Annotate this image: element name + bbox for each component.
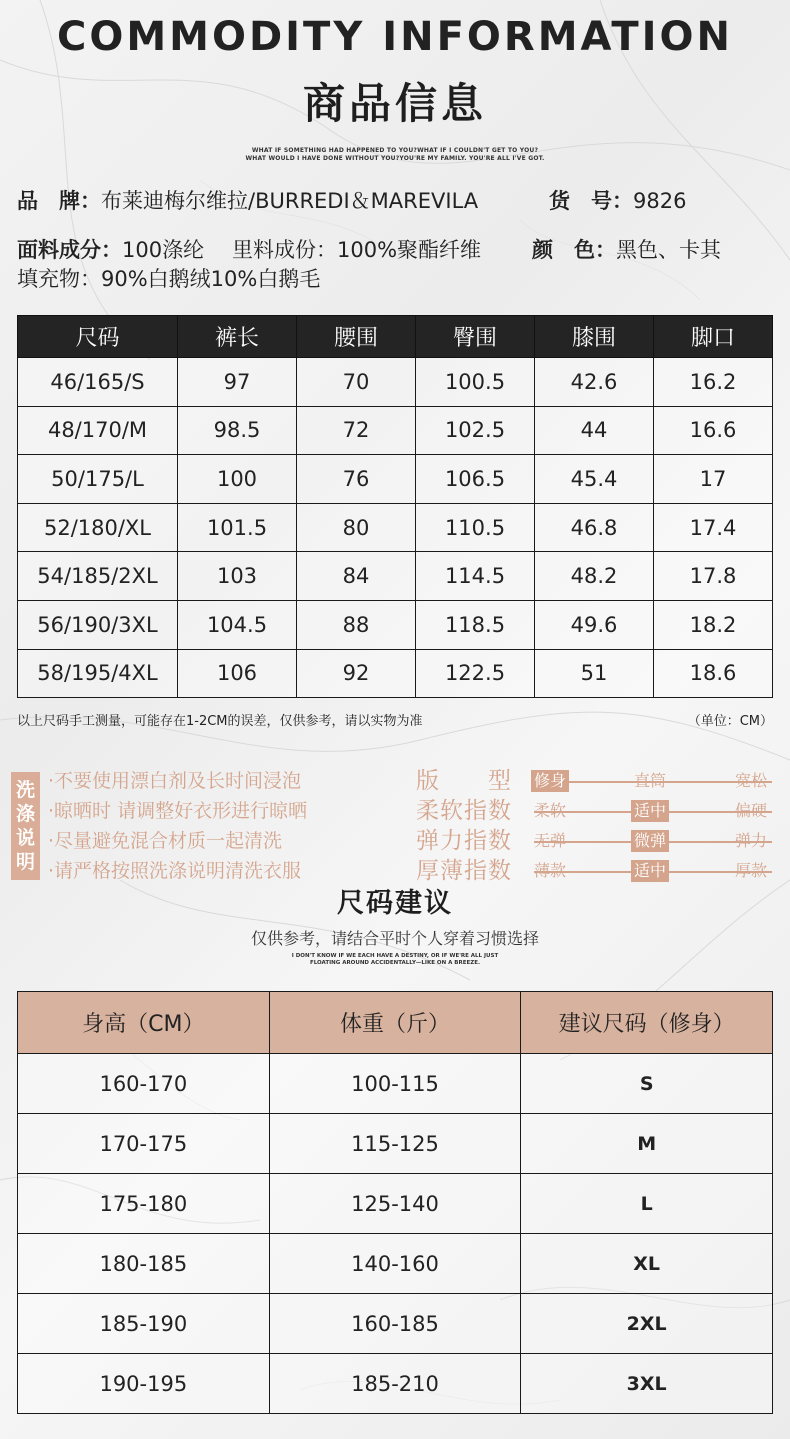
weight-cell: 115-125 bbox=[269, 1114, 521, 1174]
weight-cell: 160-185 bbox=[269, 1294, 521, 1354]
header-suggested-size: 建议尺码（修身） bbox=[521, 992, 773, 1054]
lining-info: 里料成份：100%聚酯纤维 bbox=[232, 238, 482, 262]
attribute-option: 适中 bbox=[631, 800, 669, 822]
size-table bbox=[17, 315, 773, 698]
knee-cell: 51 bbox=[535, 649, 654, 698]
color-label: 颜 色： bbox=[532, 238, 616, 262]
weight-cell: 140-160 bbox=[269, 1234, 521, 1294]
table-row bbox=[18, 649, 773, 698]
table-row bbox=[18, 552, 773, 601]
measurement-note: 以上尺码手工测量，可能存在1-2CM的误差，仅供参考，请以实物为准 bbox=[17, 714, 423, 729]
table-row bbox=[18, 1174, 773, 1234]
table-row bbox=[18, 1054, 773, 1114]
attribute-option: 厚款 bbox=[735, 861, 768, 880]
knee-cell: 44 bbox=[535, 406, 654, 455]
recommendation-tagline-2: FLOATING AROUND ACCIDENTALLY—LIKE ON A BREEZE. bbox=[309, 960, 481, 966]
size-cell: 52/180/XL bbox=[18, 503, 178, 552]
wash-tag-char: 涤 bbox=[15, 803, 35, 825]
weight-cell: 100-115 bbox=[269, 1054, 521, 1114]
color-value: 黑色、卡其 bbox=[616, 238, 721, 262]
suggested-size-cell: 2XL bbox=[521, 1294, 773, 1354]
knee-cell: 49.6 bbox=[535, 600, 654, 649]
suggested-size-cell: 3XL bbox=[521, 1354, 773, 1414]
filling-info: 填充物：90%白鹅绒10%白鹅毛 bbox=[17, 267, 321, 291]
english-title: COMMODITY INFORMATION bbox=[56, 14, 734, 60]
height-cell: 185-190 bbox=[18, 1294, 270, 1354]
table-row bbox=[18, 406, 773, 455]
weight-cell: 125-140 bbox=[269, 1174, 521, 1234]
chinese-title: 商品信息 bbox=[302, 79, 487, 128]
hem-cell: 16.6 bbox=[654, 406, 773, 455]
header-pants-length: 裤长 bbox=[178, 316, 297, 358]
brand-value: 布莱迪梅尔维拉/BURREDI＆MAREVILA bbox=[101, 189, 479, 213]
fabric-label: 面料成分： bbox=[17, 238, 122, 262]
header-waist: 腰围 bbox=[297, 316, 416, 358]
knee-cell: 48.2 bbox=[535, 552, 654, 601]
attribute-elasticity bbox=[416, 826, 772, 856]
hip-cell: 110.5 bbox=[416, 503, 535, 552]
size-cell: 50/175/L bbox=[18, 455, 178, 504]
hip-cell: 102.5 bbox=[416, 406, 535, 455]
unit-note: （单位：CM） bbox=[687, 714, 773, 729]
attribute-option: 薄款 bbox=[534, 861, 567, 880]
suggested-size-cell: M bbox=[521, 1114, 773, 1174]
hip-cell: 106.5 bbox=[416, 455, 535, 504]
attribute-label: 版 型 bbox=[416, 768, 512, 794]
header-height: 身高（CM） bbox=[18, 992, 270, 1054]
header-weight: 体重（斤） bbox=[269, 992, 521, 1054]
hem-cell: 17 bbox=[654, 455, 773, 504]
table-row bbox=[18, 455, 773, 504]
suggested-size-cell: L bbox=[521, 1174, 773, 1234]
item-number-info bbox=[549, 187, 686, 215]
recommendation-title: 尺码建议 bbox=[337, 888, 453, 919]
header-size: 尺码 bbox=[18, 316, 178, 358]
wash-tag-char: 洗 bbox=[15, 779, 35, 801]
attribute-option: 偏硬 bbox=[735, 801, 768, 820]
pants-length-cell: 103 bbox=[178, 552, 297, 601]
waist-cell: 76 bbox=[297, 455, 416, 504]
header-hip: 臀围 bbox=[416, 316, 535, 358]
knee-cell: 45.4 bbox=[535, 455, 654, 504]
recommendation-tagline-1: I DON'T KNOW IF WE EACH HAVE A DESTINY, OR IF WE'RE ALL JUST bbox=[291, 953, 499, 959]
wash-item: ·尽量避免混合材质一起清洗 bbox=[48, 830, 283, 852]
fabric-value: 100涤纶 bbox=[122, 238, 205, 262]
waist-cell: 80 bbox=[297, 503, 416, 552]
size-cell: 56/190/3XL bbox=[18, 600, 178, 649]
attribute-option: 宽松 bbox=[735, 771, 768, 790]
hem-cell: 18.6 bbox=[654, 649, 773, 698]
attribute-label: 弹力指数 bbox=[416, 828, 512, 854]
wash-item: ·请严格按照洗涤说明清洗衣服 bbox=[48, 860, 302, 882]
attribute-thickness bbox=[416, 856, 772, 886]
pants-length-cell: 104.5 bbox=[178, 600, 297, 649]
pants-length-cell: 100 bbox=[178, 455, 297, 504]
recommendation-table bbox=[17, 991, 773, 1414]
size-table-header-row bbox=[18, 316, 773, 358]
table-row bbox=[18, 503, 773, 552]
hip-cell: 118.5 bbox=[416, 600, 535, 649]
height-cell: 170-175 bbox=[18, 1114, 270, 1174]
hip-cell: 100.5 bbox=[416, 358, 535, 407]
hem-cell: 18.2 bbox=[654, 600, 773, 649]
wash-item: ·晾晒时 请调整好衣形进行晾晒 bbox=[48, 800, 308, 822]
attribute-label: 厚薄指数 bbox=[416, 858, 512, 884]
attribute-option: 直筒 bbox=[634, 771, 667, 790]
tagline-line-2: WHAT WOULD I HAVE DONE WITHOUT YOU?YOU'RE MY FAMILY. YOU'RE ALL I'VE GOT. bbox=[245, 155, 545, 162]
wash-instructions-list bbox=[48, 766, 307, 886]
wash-item: ·不要使用漂白剂及长时间浸泡 bbox=[48, 770, 302, 792]
hip-cell: 114.5 bbox=[416, 552, 535, 601]
height-cell: 160-170 bbox=[18, 1054, 270, 1114]
attribute-option: 修身 bbox=[531, 770, 569, 792]
suggested-size-cell: XL bbox=[521, 1234, 773, 1294]
size-cell: 54/185/2XL bbox=[18, 552, 178, 601]
height-cell: 180-185 bbox=[18, 1234, 270, 1294]
height-cell: 175-180 bbox=[18, 1174, 270, 1234]
attribute-fit bbox=[416, 766, 772, 796]
table-row bbox=[18, 1234, 773, 1294]
recommendation-subtitle: 仅供参考，请结合平时个人穿着习惯选择 bbox=[250, 929, 539, 948]
weight-cell: 185-210 bbox=[269, 1354, 521, 1414]
size-cell: 58/195/4XL bbox=[18, 649, 178, 698]
color-info bbox=[532, 236, 721, 264]
waist-cell: 88 bbox=[297, 600, 416, 649]
brand-label: 品 牌： bbox=[17, 189, 101, 213]
brand-info bbox=[17, 187, 478, 215]
hip-cell: 122.5 bbox=[416, 649, 535, 698]
hem-cell: 17.4 bbox=[654, 503, 773, 552]
waist-cell: 84 bbox=[297, 552, 416, 601]
attribute-option: 微弹 bbox=[631, 830, 669, 852]
hem-cell: 17.8 bbox=[654, 552, 773, 601]
wash-tag-char: 说 bbox=[15, 827, 35, 849]
item-number-label: 货 号： bbox=[549, 189, 633, 213]
knee-cell: 46.8 bbox=[535, 503, 654, 552]
attribute-softness bbox=[416, 796, 772, 826]
waist-cell: 92 bbox=[297, 649, 416, 698]
size-cell: 48/170/M bbox=[18, 406, 178, 455]
table-row bbox=[18, 1114, 773, 1174]
attribute-option: 柔软 bbox=[534, 801, 567, 820]
tagline-line-1: WHAT IF SOMETHING HAD HAPPENED TO YOU?WHAT IF I COULDN'T GET TO YOU? bbox=[251, 147, 539, 154]
pants-length-cell: 97 bbox=[178, 358, 297, 407]
suggested-size-cell: S bbox=[521, 1054, 773, 1114]
fabric-info bbox=[17, 236, 204, 264]
table-row bbox=[18, 600, 773, 649]
table-row bbox=[18, 358, 773, 407]
table-row bbox=[18, 1294, 773, 1354]
recommendation-header-row bbox=[18, 992, 773, 1054]
attribute-label: 柔软指数 bbox=[416, 798, 512, 824]
attribute-option: 无弹 bbox=[534, 831, 567, 850]
pants-length-cell: 101.5 bbox=[178, 503, 297, 552]
attribute-option: 适中 bbox=[631, 860, 669, 882]
waist-cell: 72 bbox=[297, 406, 416, 455]
item-number-value: 9826 bbox=[633, 189, 687, 213]
header-knee: 膝围 bbox=[535, 316, 654, 358]
table-row bbox=[18, 1354, 773, 1414]
hem-cell: 16.2 bbox=[654, 358, 773, 407]
height-cell: 190-195 bbox=[18, 1354, 270, 1414]
wash-instructions-tag bbox=[11, 772, 40, 880]
knee-cell: 42.6 bbox=[535, 358, 654, 407]
waist-cell: 70 bbox=[297, 358, 416, 407]
size-cell: 46/165/S bbox=[18, 358, 178, 407]
pants-length-cell: 98.5 bbox=[178, 406, 297, 455]
wash-tag-char: 明 bbox=[15, 851, 35, 873]
pants-length-cell: 106 bbox=[178, 649, 297, 698]
attribute-option: 弹力 bbox=[735, 831, 768, 850]
header-hem: 脚口 bbox=[654, 316, 773, 358]
